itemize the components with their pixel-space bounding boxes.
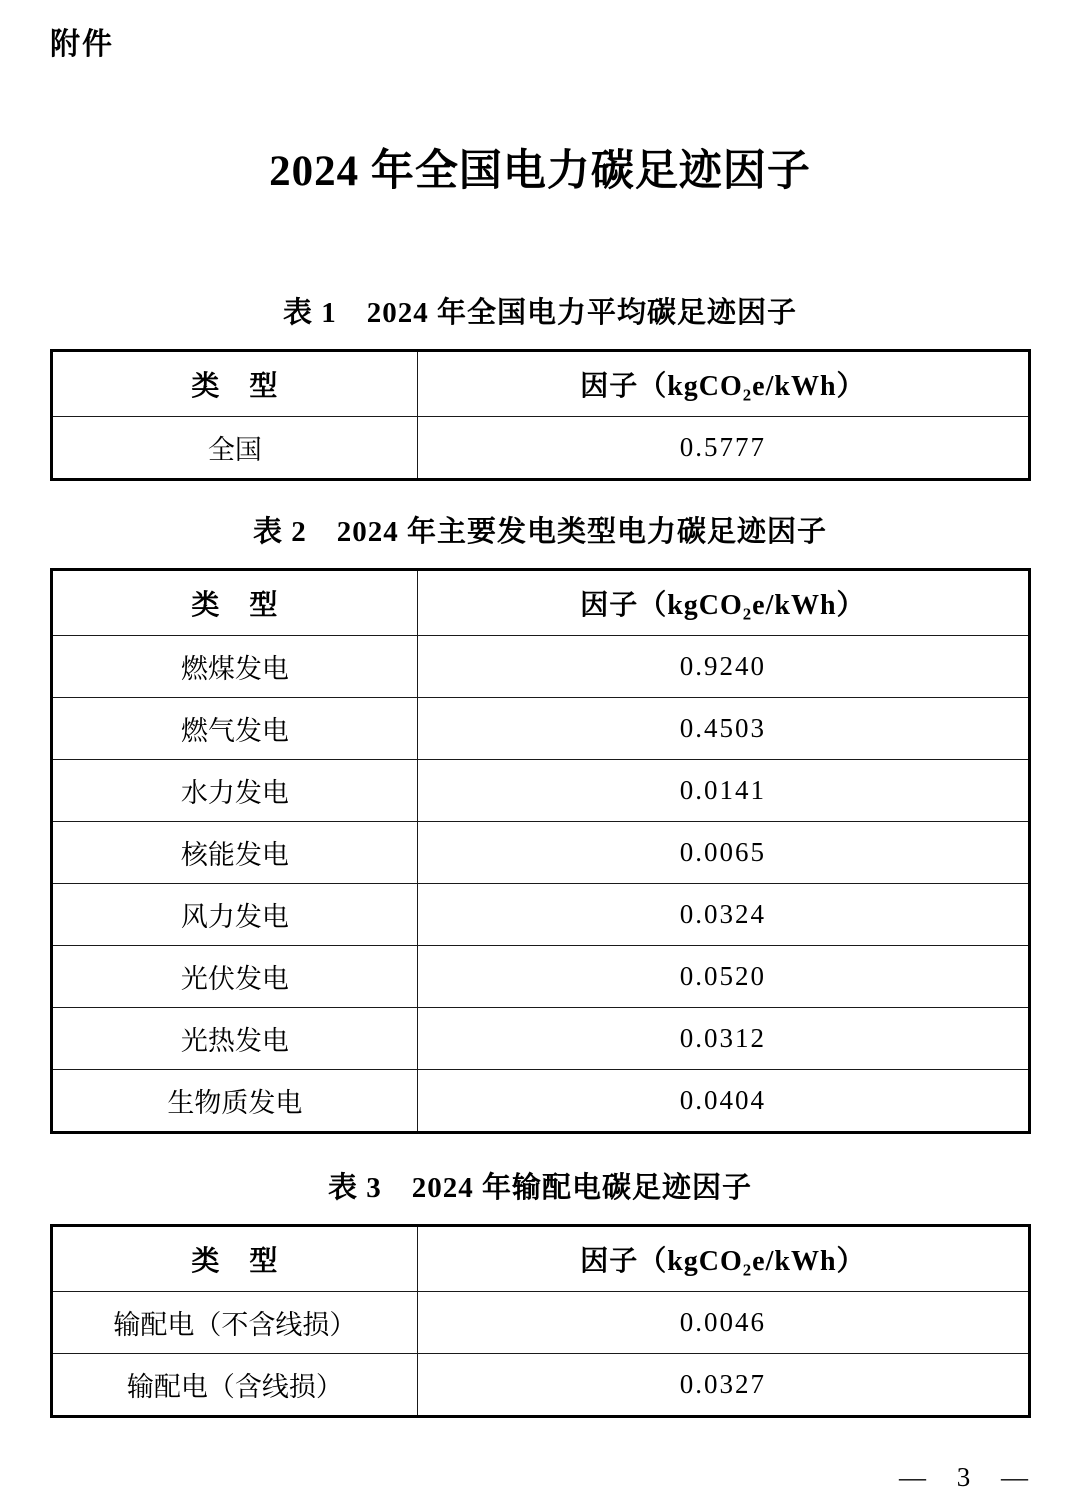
table-header-row bbox=[51, 351, 1029, 417]
column-header-factor: 因子（kgCO₂e/kWh） bbox=[418, 351, 1029, 417]
table-row bbox=[51, 1292, 1029, 1354]
type-cell: 生物质发电 bbox=[51, 1070, 418, 1133]
factor-cell: 0.0324 bbox=[418, 884, 1029, 946]
table1-average-factor bbox=[50, 349, 1031, 481]
table3-transmission-distribution-factors bbox=[50, 1224, 1031, 1418]
type-cell: 水力发电 bbox=[51, 760, 418, 822]
table1-caption: 表 1 2024 年全国电力平均碳足迹因子 bbox=[282, 297, 797, 329]
table-header-row bbox=[51, 570, 1029, 636]
page-number: — 3 — bbox=[899, 1462, 1032, 1492]
column-header-type: 类 型 bbox=[51, 570, 418, 636]
table2-generation-type-factors bbox=[50, 568, 1031, 1134]
factor-cell: 0.0141 bbox=[418, 760, 1029, 822]
factor-cell: 0.9240 bbox=[418, 636, 1029, 698]
factor-cell: 0.0404 bbox=[418, 1070, 1029, 1133]
table2-caption: 表 2 2024 年主要发电类型电力碳足迹因子 bbox=[252, 516, 827, 548]
table-row bbox=[51, 1070, 1029, 1133]
table3-caption: 表 3 2024 年输配电碳足迹因子 bbox=[327, 1172, 752, 1204]
table-row bbox=[51, 417, 1029, 480]
type-cell: 光伏发电 bbox=[51, 946, 418, 1008]
factor-cell: 0.0312 bbox=[418, 1008, 1029, 1070]
table-row bbox=[51, 760, 1029, 822]
table-row bbox=[51, 884, 1029, 946]
type-cell: 全国 bbox=[51, 417, 418, 480]
table-row bbox=[51, 946, 1029, 1008]
type-cell: 燃气发电 bbox=[51, 698, 418, 760]
table-row bbox=[51, 822, 1029, 884]
attachment-label: 附件 bbox=[50, 28, 114, 61]
page-title: 2024 年全国电力碳足迹因子 bbox=[269, 148, 811, 195]
table-row bbox=[51, 1354, 1029, 1417]
type-cell: 输配电（含线损） bbox=[51, 1354, 418, 1417]
table-row bbox=[51, 698, 1029, 760]
table-row bbox=[51, 1008, 1029, 1070]
type-cell: 光热发电 bbox=[51, 1008, 418, 1070]
type-cell: 风力发电 bbox=[51, 884, 418, 946]
column-header-type: 类 型 bbox=[51, 1226, 418, 1292]
factor-cell: 0.0046 bbox=[418, 1292, 1029, 1354]
column-header-factor: 因子（kgCO₂e/kWh） bbox=[418, 570, 1029, 636]
table-row bbox=[51, 636, 1029, 698]
factor-cell: 0.0065 bbox=[418, 822, 1029, 884]
type-cell: 燃煤发电 bbox=[51, 636, 418, 698]
table-header-row bbox=[51, 1226, 1029, 1292]
factor-cell: 0.0327 bbox=[418, 1354, 1029, 1417]
column-header-factor: 因子（kgCO₂e/kWh） bbox=[418, 1226, 1029, 1292]
factor-cell: 0.5777 bbox=[418, 417, 1029, 480]
type-cell: 核能发电 bbox=[51, 822, 418, 884]
column-header-type: 类 型 bbox=[51, 351, 418, 417]
type-cell: 输配电（不含线损） bbox=[51, 1292, 418, 1354]
factor-cell: 0.0520 bbox=[418, 946, 1029, 1008]
factor-cell: 0.4503 bbox=[418, 698, 1029, 760]
